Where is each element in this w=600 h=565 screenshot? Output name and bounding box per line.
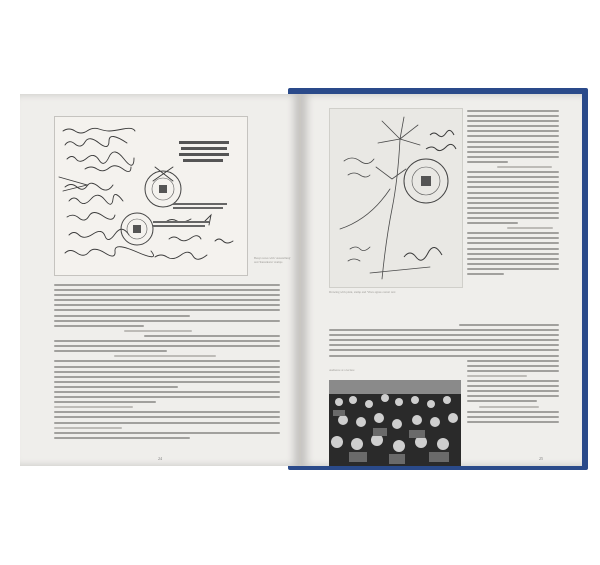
left-page-number: 24 — [158, 456, 162, 461]
left-page — [20, 94, 300, 466]
drawing-svg — [330, 109, 462, 287]
drawing-caption: Drawing with plant, stamp and 'Vitex agnus castus' text — [329, 290, 396, 294]
left-image-caption: Beuys notes with 'Ausstellung' and 'Kunstkarte' stamps — [254, 256, 291, 264]
photo-caption: Audience at a lecture — [329, 368, 355, 372]
drawing-image — [329, 108, 463, 288]
handwriting-svg — [55, 117, 247, 275]
right-page — [301, 94, 582, 466]
open-book — [20, 88, 580, 472]
right-lower-text — [329, 324, 559, 426]
left-body-text — [54, 284, 280, 442]
right-body-text — [467, 110, 559, 278]
right-page-number: 25 — [539, 456, 543, 461]
handwritten-notes-image — [54, 116, 248, 276]
